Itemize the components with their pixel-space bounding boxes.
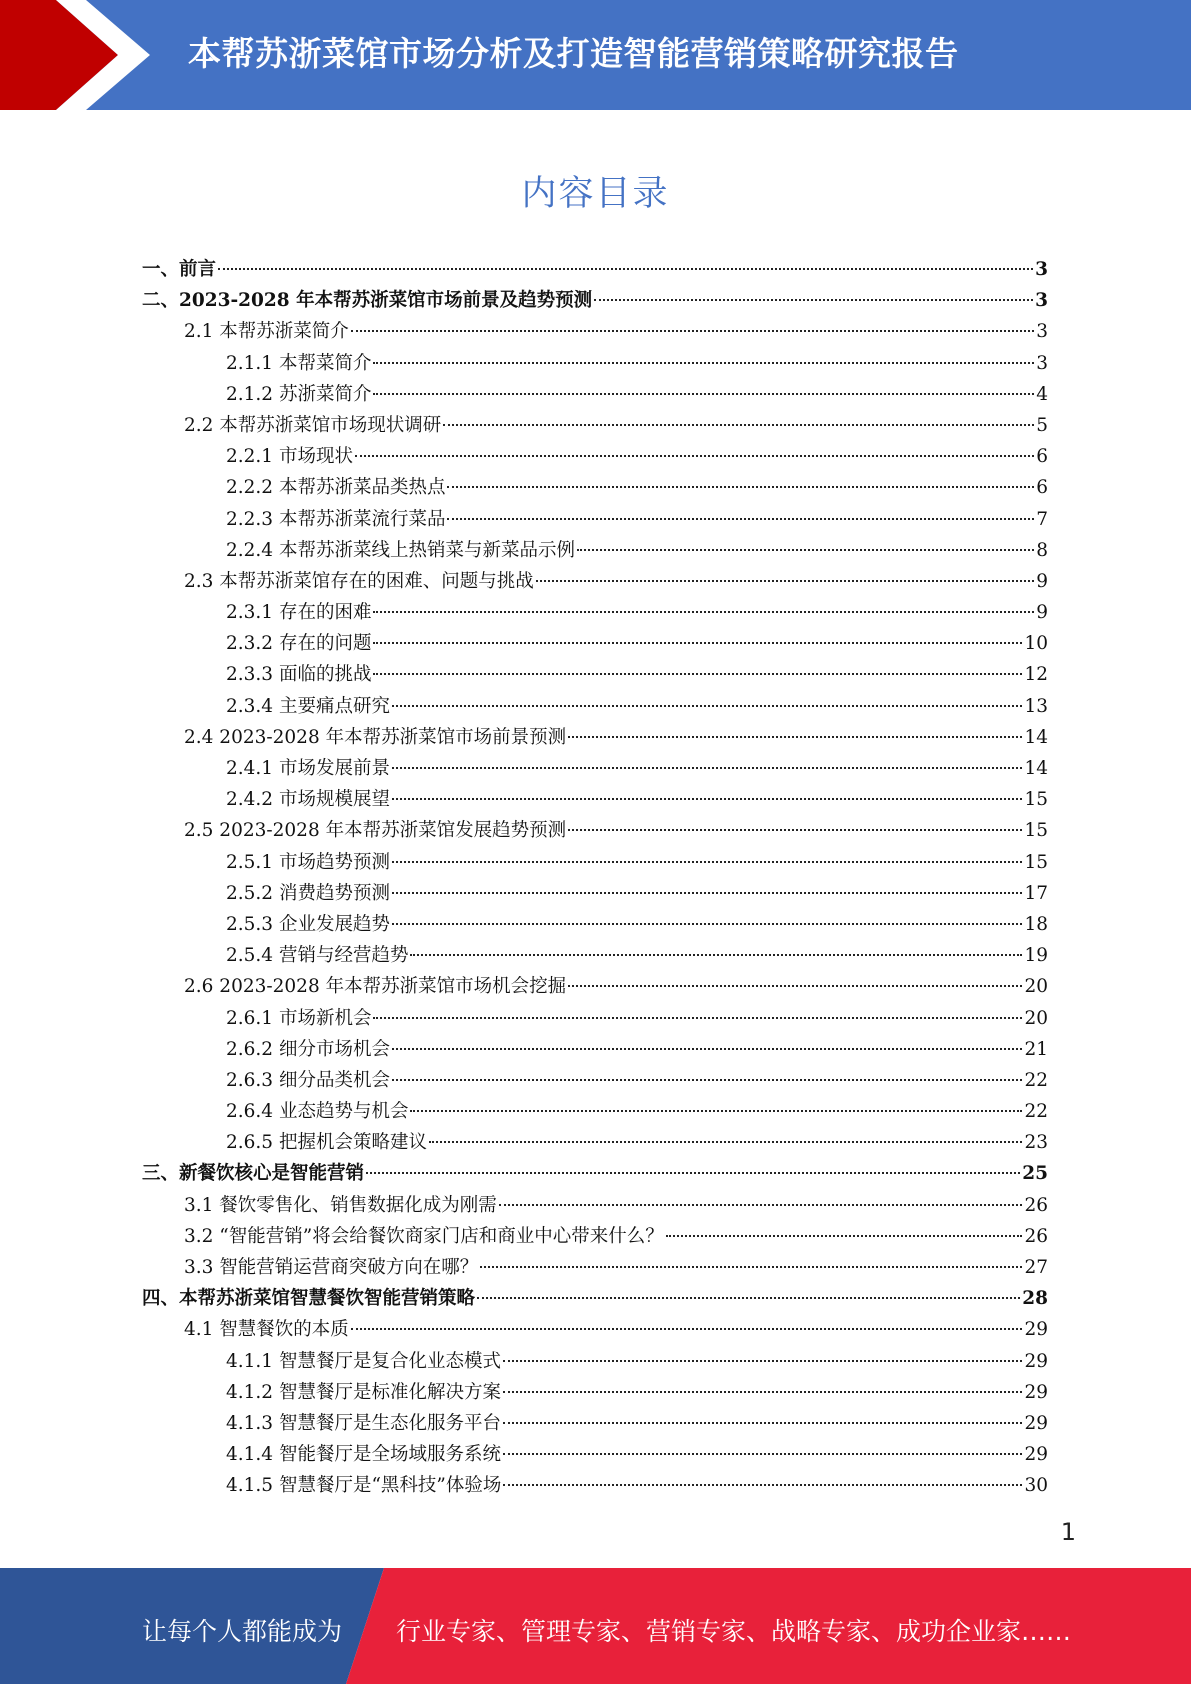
- toc-entry[interactable]: [142, 316, 1048, 347]
- toc-entry-label: 3.2 “智能营销”将会给餐饮商家门店和商业中心带来什么？: [184, 1225, 664, 1247]
- toc-entry[interactable]: [142, 628, 1048, 659]
- toc-entry-page: 27: [1024, 1257, 1048, 1278]
- toc-entry[interactable]: [142, 722, 1048, 753]
- toc-entry-page: 15: [1024, 851, 1048, 873]
- toc-entry[interactable]: [142, 815, 1048, 846]
- toc-entry-page: 26: [1024, 1194, 1048, 1216]
- toc-entry-label: 2.3.2 存在的问题: [226, 633, 372, 655]
- toc-entry[interactable]: [142, 1065, 1048, 1096]
- toc-entry-page: 23: [1024, 1132, 1048, 1154]
- toc-entry[interactable]: [142, 254, 1048, 285]
- toc-entry-page: 10: [1024, 633, 1048, 655]
- toc-entry-page: 3: [1036, 321, 1048, 343]
- toc-entry-label: 2.3.3 面临的挑战: [226, 664, 372, 686]
- toc-entry-label: 2.4.2 市场规模展望: [226, 789, 390, 811]
- toc-entry[interactable]: [142, 1377, 1048, 1408]
- toc-entry-page: 22: [1024, 1069, 1048, 1091]
- toc-dot-leader: [373, 673, 1022, 675]
- toc-dot-leader: [594, 299, 1033, 301]
- toc-entry-page: 29: [1024, 1319, 1048, 1341]
- toc-entry[interactable]: [142, 909, 1048, 940]
- toc-entry-page: 12: [1024, 664, 1048, 686]
- toc-dot-leader: [503, 1453, 1022, 1455]
- toc-dot-leader: [392, 767, 1022, 769]
- toc-entry[interactable]: [142, 504, 1048, 535]
- toc-dot-leader: [477, 1297, 1020, 1299]
- toc-entry-label: 2.1 本帮苏浙菜简介: [184, 321, 349, 343]
- toc-entry-page: 29: [1024, 1350, 1048, 1372]
- toc-entry-label: 2.3 本帮苏浙菜馆存在的困难、问题与挑战: [184, 570, 534, 592]
- toc-entry[interactable]: [142, 1127, 1048, 1158]
- toc-entry[interactable]: [142, 971, 1048, 1002]
- toc-dot-leader: [373, 642, 1022, 644]
- toc-entry-label: 2.1.2 苏浙菜简介: [226, 383, 372, 405]
- toc-entry[interactable]: [142, 379, 1048, 410]
- toc-entry[interactable]: [142, 410, 1048, 441]
- toc-dot-leader: [499, 1204, 1023, 1206]
- toc-entry[interactable]: [142, 1034, 1048, 1065]
- header-banner: [0, 0, 1191, 110]
- toc-entry-page: 3: [1036, 352, 1048, 374]
- toc-entry-label: 2.6.1 市场新机会: [226, 1007, 372, 1029]
- toc-entry-label: 2.3.4 主要痛点研究: [226, 695, 390, 717]
- toc-dot-leader: [218, 268, 1033, 270]
- toc-dot-leader: [392, 1048, 1022, 1050]
- toc-dot-leader: [410, 1110, 1022, 1112]
- toc-entry-label: 2.6 2023-2028 年本帮苏浙菜馆市场机会挖掘: [184, 976, 567, 998]
- toc-entry[interactable]: [142, 1003, 1048, 1034]
- toc-entry[interactable]: [142, 566, 1048, 597]
- toc-entry-page: 20: [1024, 976, 1048, 998]
- toc-entry-label: 4.1.1 智慧餐厅是复合化业态模式: [226, 1350, 501, 1372]
- toc-entry-label: 四、本帮苏浙菜馆智慧餐饮智能营销策略: [142, 1288, 476, 1310]
- toc-entry-page: 21: [1024, 1038, 1048, 1060]
- toc-entry-page: 14: [1024, 758, 1048, 779]
- toc-entry-label: 2.5.4 营销与经营趋势: [226, 945, 409, 967]
- toc-entry-page: 6: [1036, 477, 1048, 499]
- toc-entry-label: 4.1.4 智能餐厅是全场域服务系统: [226, 1444, 501, 1466]
- toc-entry[interactable]: [142, 753, 1048, 784]
- table-of-contents: [142, 254, 1048, 1502]
- toc-entry-page: 3: [1035, 290, 1048, 312]
- toc-dot-leader: [429, 1141, 1022, 1143]
- toc-entry-page: 28: [1022, 1288, 1048, 1310]
- toc-entry-label: 2.2.3 本帮苏浙菜流行菜品: [226, 508, 446, 530]
- toc-entry-page: 9: [1036, 602, 1048, 624]
- toc-entry-label: 4.1.3 智慧餐厅是生态化服务平台: [226, 1412, 501, 1434]
- toc-entry[interactable]: [142, 1314, 1048, 1345]
- toc-entry-label: 2.6.2 细分市场机会: [226, 1038, 390, 1060]
- toc-entry-page: 15: [1024, 820, 1048, 842]
- toc-dot-leader: [366, 1172, 1020, 1174]
- toc-entry-label: 2.5.2 消费趋势预测: [226, 882, 390, 904]
- toc-dot-leader: [355, 455, 1034, 457]
- toc-dot-leader: [392, 705, 1022, 707]
- toc-entry-label: 2.2.1 市场现状: [226, 446, 353, 468]
- toc-entry[interactable]: [142, 659, 1048, 690]
- toc-entry-page: 22: [1024, 1101, 1048, 1123]
- toc-entry-page: 3: [1035, 259, 1048, 280]
- toc-entry-page: 26: [1024, 1225, 1048, 1247]
- toc-dot-leader: [392, 861, 1022, 863]
- toc-entry-page: 20: [1024, 1007, 1048, 1029]
- toc-entry[interactable]: [142, 1190, 1048, 1221]
- toc-entry-label: 2.2.2 本帮苏浙菜品类热点: [226, 477, 446, 499]
- toc-dot-leader: [392, 1079, 1022, 1081]
- toc-dot-leader: [373, 393, 1034, 395]
- toc-entry[interactable]: [142, 1470, 1048, 1501]
- toc-dot-leader: [503, 1360, 1022, 1362]
- toc-entry-page: 14: [1024, 726, 1048, 748]
- toc-dot-leader: [392, 892, 1022, 894]
- toc-entry-label: 2.6.4 业态趋势与机会: [226, 1101, 409, 1123]
- toc-dot-leader: [373, 362, 1034, 364]
- toc-entry-page: 19: [1024, 945, 1048, 967]
- toc-entry-label: 一、前言: [142, 259, 217, 280]
- page-number: 1: [1060, 1518, 1076, 1546]
- toc-entry-page: 18: [1024, 913, 1048, 935]
- toc-dot-leader: [577, 549, 1034, 551]
- toc-entry[interactable]: [142, 1283, 1048, 1314]
- toc-dot-leader: [568, 736, 1022, 738]
- toc-entry[interactable]: [142, 691, 1048, 722]
- toc-entry[interactable]: [142, 285, 1048, 316]
- toc-entry-page: 30: [1024, 1475, 1048, 1497]
- toc-entry-page: 25: [1022, 1163, 1048, 1185]
- toc-dot-leader: [351, 1328, 1023, 1330]
- toc-dot-leader: [503, 1391, 1022, 1393]
- toc-entry-page: 6: [1036, 446, 1048, 468]
- toc-entry-label: 2.4.1 市场发展前景: [226, 758, 390, 779]
- toc-entry-label: 3.1 餐饮零售化、销售数据化成为刚需: [184, 1194, 497, 1216]
- toc-entry-label: 4.1.5 智慧餐厅是“黑科技”体验场: [226, 1475, 502, 1497]
- toc-entry[interactable]: [142, 441, 1048, 472]
- toc-dot-leader: [447, 486, 1034, 488]
- toc-dot-leader: [392, 923, 1022, 925]
- toc-entry-page: 17: [1024, 882, 1048, 904]
- toc-entry-page: 13: [1024, 695, 1048, 717]
- toc-dot-leader: [480, 1266, 1022, 1268]
- footer-banner: [0, 1568, 1191, 1684]
- toc-dot-leader: [373, 611, 1034, 613]
- toc-entry-page: 9: [1036, 570, 1048, 592]
- toc-dot-leader: [666, 1235, 1023, 1237]
- toc-entry[interactable]: [142, 348, 1048, 379]
- toc-entry-label: 2.5 2023-2028 年本帮苏浙菜馆发展趋势预测: [184, 820, 567, 842]
- toc-entry-label: 2.3.1 存在的困难: [226, 602, 372, 624]
- toc-entry-page: 29: [1024, 1412, 1048, 1434]
- toc-entry[interactable]: [142, 1221, 1048, 1252]
- toc-entry-label: 4.1 智慧餐饮的本质: [184, 1319, 349, 1341]
- toc-dot-leader: [568, 985, 1022, 987]
- toc-entry[interactable]: [142, 847, 1048, 878]
- toc-entry[interactable]: [142, 1346, 1048, 1377]
- toc-entry-label: 2.1.1 本帮菜简介: [226, 352, 372, 374]
- toc-entry[interactable]: [142, 472, 1048, 503]
- report-title: 本帮苏浙菜馆市场分析及打造智能营销策略研究报告: [188, 34, 959, 73]
- toc-entry[interactable]: [142, 535, 1048, 566]
- toc-entry-label: 2.5.3 企业发展趋势: [226, 913, 390, 935]
- toc-entry-label: 4.1.2 智慧餐厅是标准化解决方案: [226, 1381, 501, 1403]
- toc-entry[interactable]: [142, 1096, 1048, 1127]
- toc-dot-leader: [351, 330, 1034, 332]
- toc-entry[interactable]: [142, 1158, 1048, 1189]
- toc-entry-label: 2.4 2023-2028 年本帮苏浙菜馆市场前景预测: [184, 726, 567, 748]
- toc-entry-page: 29: [1024, 1444, 1048, 1466]
- toc-entry-label: 二、2023-2028 年本帮苏浙菜馆市场前景及趋势预测: [142, 290, 593, 312]
- toc-dot-leader: [410, 954, 1022, 956]
- toc-entry-page: 15: [1024, 789, 1048, 811]
- toc-entry[interactable]: [142, 1439, 1048, 1470]
- toc-dot-leader: [373, 1017, 1022, 1019]
- toc-entry-page: 5: [1036, 414, 1048, 436]
- toc-entry[interactable]: [142, 597, 1048, 628]
- toc-entry-label: 三、新餐饮核心是智能营销: [142, 1163, 365, 1185]
- toc-dot-leader: [568, 829, 1022, 831]
- toc-entry-label: 2.2 本帮苏浙菜馆市场现状调研: [184, 414, 442, 436]
- toc-entry-page: 8: [1036, 539, 1048, 561]
- toc-dot-leader: [392, 798, 1022, 800]
- toc-entry[interactable]: [142, 1252, 1048, 1283]
- toc-heading: 内容目录: [521, 174, 670, 214]
- toc-entry[interactable]: [142, 878, 1048, 909]
- toc-entry-label: 2.6.3 细分品类机会: [226, 1069, 390, 1091]
- toc-dot-leader: [503, 1422, 1022, 1424]
- footer-slogan-left: 让每个人都能成为: [142, 1617, 343, 1646]
- toc-entry-page: 7: [1036, 508, 1048, 530]
- toc-entry-page: 29: [1024, 1381, 1048, 1403]
- toc-entry[interactable]: [142, 940, 1048, 971]
- toc-entry-label: 2.5.1 市场趋势预测: [226, 851, 390, 873]
- toc-entry-label: 3.3 智能营销运营商突破方向在哪？: [184, 1257, 479, 1278]
- toc-entry-label: 2.6.5 把握机会策略建议: [226, 1132, 427, 1154]
- toc-dot-leader: [443, 424, 1034, 426]
- toc-entry[interactable]: [142, 1408, 1048, 1439]
- toc-entry-page: 4: [1036, 383, 1048, 405]
- toc-dot-leader: [536, 580, 1034, 582]
- toc-entry-label: 2.2.4 本帮苏浙菜线上热销菜与新菜品示例: [226, 539, 575, 561]
- footer-slogan-right: 行业专家、管理专家、营销专家、战略专家、成功企业家……: [396, 1617, 1072, 1646]
- toc-dot-leader: [503, 1484, 1022, 1486]
- toc-entry[interactable]: [142, 784, 1048, 815]
- toc-dot-leader: [447, 518, 1034, 520]
